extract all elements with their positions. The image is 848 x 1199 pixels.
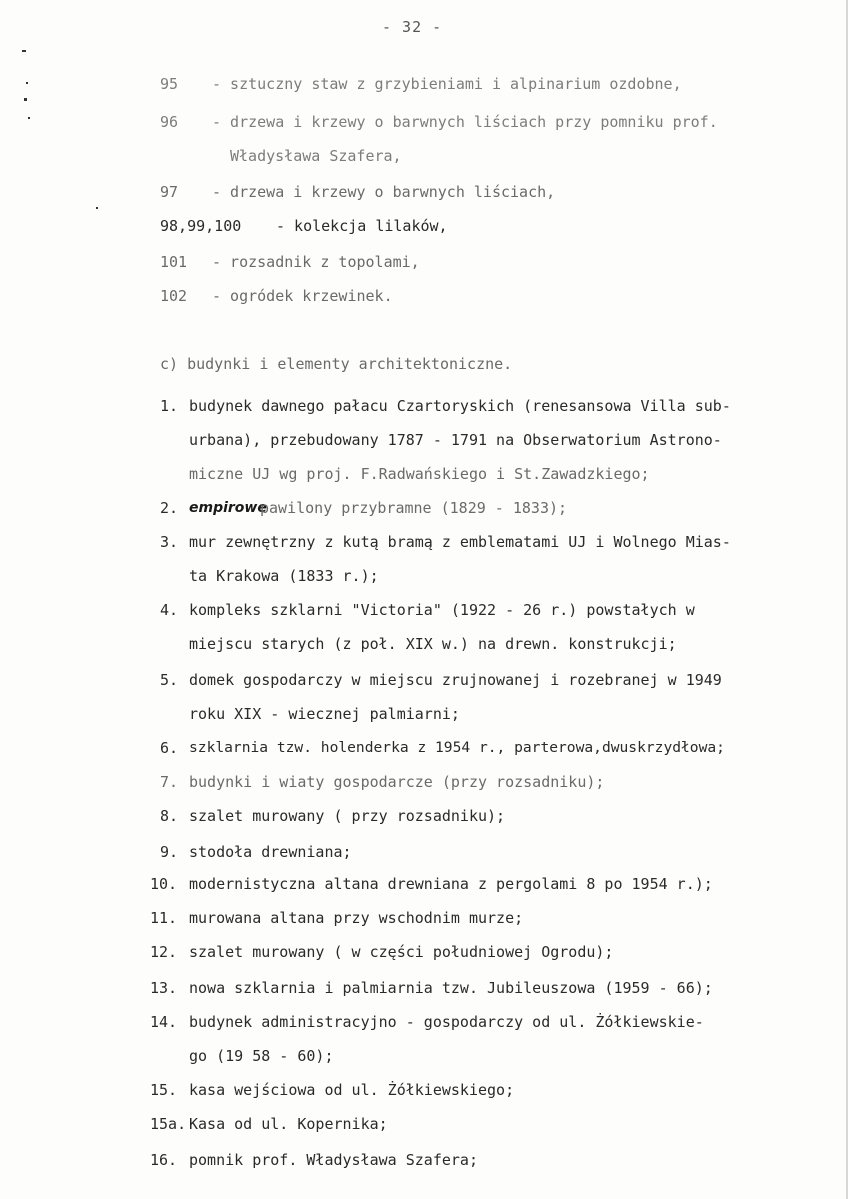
item-text: szalet murowany ( przy rozsadniku); xyxy=(189,807,506,825)
margin-mark xyxy=(96,207,98,209)
item-text: ta Krakowa (1833 r.); xyxy=(189,567,379,585)
item-text: mur zewnętrzny z kutą bramą z emblematami UJ i Wolnego Mias- xyxy=(189,533,731,551)
item-number: 10. xyxy=(150,875,178,893)
item-text: pawilony przybramne (1829 - 1833); xyxy=(260,499,568,517)
item-text: budynek dawnego pałacu Czartoryskich (renesansowa Villa sub- xyxy=(189,397,731,415)
item-text: - drzewa i krzewy o barwnych liściach przy pomniku prof. xyxy=(212,113,718,131)
margin-mark xyxy=(28,117,30,119)
item-number: 101 xyxy=(160,253,188,271)
item-text: miejscu starych (z poł. XIX w.) na drewn. konstrukcji; xyxy=(189,635,677,653)
item-number: 5. xyxy=(160,671,179,689)
item-text: domek gospodarczy w miejscu zrujnowanej i rozebranej w 1949 xyxy=(189,671,722,689)
item-text: kasa wejściowa od ul. Żółkiewskiego; xyxy=(189,1081,515,1099)
item-text: nowa szklarnia i palmiarnia tzw. Jubileuszowa (1959 - 66); xyxy=(189,979,713,997)
item-number: 13. xyxy=(150,979,178,997)
item-number: 15a. xyxy=(150,1115,187,1133)
item-number: 6. xyxy=(160,739,179,757)
item-text: Władysława Szafera, xyxy=(230,147,402,165)
item-text: Kasa od ul. Kopernika; xyxy=(189,1115,388,1133)
item-number: 2. xyxy=(160,499,179,517)
item-text: - drzewa i krzewy o barwnych liściach, xyxy=(212,183,556,201)
item-number: 9. xyxy=(160,843,179,861)
item-number: 7. xyxy=(160,773,179,791)
item-text: - ogródek krzewinek. xyxy=(212,287,393,305)
item-text: roku XIX - wiecznej palmiarni; xyxy=(189,705,460,723)
item-text: miczne UJ wg proj. F.Radwańskiego i St.Zawadzkiego; xyxy=(189,465,650,483)
item-number: 1. xyxy=(160,397,179,415)
item-text: modernistyczna altana drewniana z pergolami 8 po 1954 r.); xyxy=(189,875,713,893)
item-text: budynek administracyjno - gospodarczy od ul. Żółkiewskie- xyxy=(189,1013,704,1031)
item-text: kompleks szklarni "Victoria" (1922 - 26 r.) powstałych w xyxy=(189,601,695,619)
item-text: - rozsadnik z topolami, xyxy=(212,253,420,271)
handwritten-annotation: empirowe xyxy=(189,500,267,516)
item-number: 11. xyxy=(150,909,178,927)
item-number: 12. xyxy=(150,943,178,961)
item-text: murowana altana przy wschodnim murze; xyxy=(189,909,524,927)
margin-mark xyxy=(26,82,28,84)
item-text: szalet murowany ( w części południowej Ogrodu); xyxy=(189,943,614,961)
section-heading: c) budynki i elementy architektoniczne. xyxy=(160,355,513,373)
item-number: 96 xyxy=(160,113,179,131)
item-text: pomnik prof. Władysława Szafera; xyxy=(189,1151,478,1169)
item-number: 3. xyxy=(160,533,179,551)
margin-mark xyxy=(24,98,27,101)
item-text: - kolekcja lilaków, xyxy=(276,217,448,235)
item-number: 4. xyxy=(160,601,179,619)
item-number: 8. xyxy=(160,807,179,825)
item-number: 15. xyxy=(150,1081,178,1099)
item-text: urbana), przebudowany 1787 - 1791 na Obserwatorium Astrono- xyxy=(189,431,722,449)
item-number: 97 xyxy=(160,183,179,201)
item-text: stodoła drewniana; xyxy=(189,843,352,861)
item-number: 16. xyxy=(150,1151,178,1169)
item-number: 14. xyxy=(150,1013,178,1031)
page-number: - 32 - xyxy=(382,18,443,36)
item-text: szklarnia tzw. holenderka z 1954 r., parterowa,dwuskrzydłowa; xyxy=(189,739,725,756)
item-text: - sztuczny staw z grzybieniami i alpinarium ozdobne, xyxy=(212,75,682,93)
item-number: 98,99,100 xyxy=(160,217,242,235)
item-text: budynki i wiaty gospodarcze (przy rozsadniku); xyxy=(189,773,605,791)
item-number: 102 xyxy=(160,287,188,305)
margin-mark xyxy=(22,50,26,52)
item-text: go (19 58 - 60); xyxy=(189,1047,334,1065)
item-number: 95 xyxy=(160,75,179,93)
